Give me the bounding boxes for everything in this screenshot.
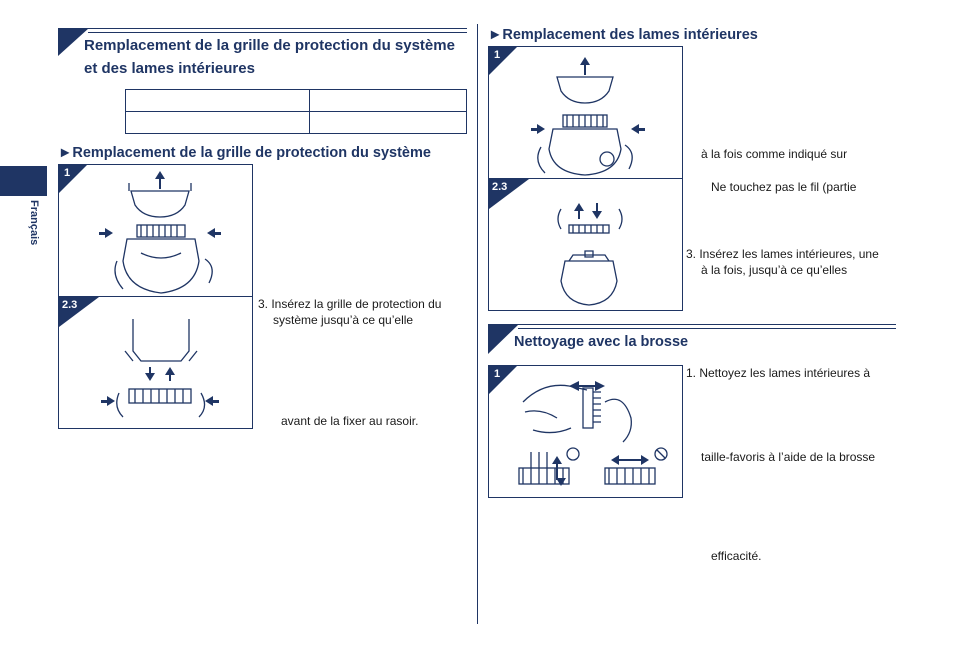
sidebar-tab: [0, 166, 47, 196]
table-cell: [310, 90, 467, 112]
section-title: [84, 34, 474, 80]
cleaning-line3: efficacité.: [711, 549, 762, 563]
figure-label: 1: [494, 49, 501, 61]
figure-label: 2.3: [62, 299, 78, 311]
figure-blades-step1: [488, 46, 683, 179]
cleaning-rule: [488, 324, 896, 325]
section-title-line2: et des lames intérieures: [84, 60, 255, 77]
figure-cleaning-step1: [488, 365, 683, 498]
shaver-foil-insert-illustration: [95, 311, 245, 423]
figure-foil-step23: [58, 296, 253, 429]
cleaning-line1: 1. Nettoyez les lames intérieures à: [686, 366, 871, 380]
table-cell: [126, 90, 310, 112]
figure-label: 2.3: [492, 181, 508, 193]
figure-blades-step23: [488, 178, 683, 311]
cleaning-rule-2: [518, 328, 896, 329]
subheading-inner-blades: ►Remplacement des lames intérieures: [488, 27, 758, 43]
sidebar-language-label: Français: [28, 200, 40, 246]
blades-text-a: à la fois comme indiqué sur: [701, 147, 848, 161]
blade-removal-illustration: [519, 55, 679, 177]
section-title-line1: Remplacement de la grille de protection du système: [84, 37, 455, 54]
blades-text-b: Ne touchez pas le fil (partie: [711, 180, 857, 194]
table-cell: [126, 112, 310, 134]
brush-cleaning-illustration: [513, 372, 681, 496]
figure-foil-step1: [58, 164, 253, 297]
cleaning-line2: taille-favoris à l’aide de la brosse: [701, 450, 876, 464]
subheading-foil: ►Remplacement de la grille de protection du système: [58, 145, 431, 161]
spec-table: [125, 89, 467, 134]
foil-step3-line1: 3. Insérez la grille de protection du: [258, 297, 442, 311]
column-divider: [477, 24, 478, 624]
blades-step3-line2: à la fois, jusqu’à ce qu’elles: [701, 263, 848, 277]
blade-insert-illustration: [539, 199, 659, 305]
foil-step3-line2: système jusqu’à ce qu’elle: [273, 313, 414, 327]
figure-label: 1: [494, 368, 501, 380]
table-cell: [310, 112, 467, 134]
table-row: [126, 112, 467, 134]
blades-step3: [686, 246, 901, 278]
shaver-foil-removal-illustration: [89, 171, 249, 295]
section-rule-left-2: [88, 32, 467, 33]
section-rule-left: [58, 28, 467, 29]
blades-step3-line1: 3. Insérez les lames intérieures, une: [686, 247, 879, 261]
table-row: [126, 90, 467, 112]
foil-step-end: avant de la fixer au rasoir.: [281, 414, 419, 428]
cleaning-title: Nettoyage avec la brosse: [514, 334, 689, 350]
figure-label: 1: [64, 167, 71, 179]
foil-step3: [258, 296, 473, 328]
